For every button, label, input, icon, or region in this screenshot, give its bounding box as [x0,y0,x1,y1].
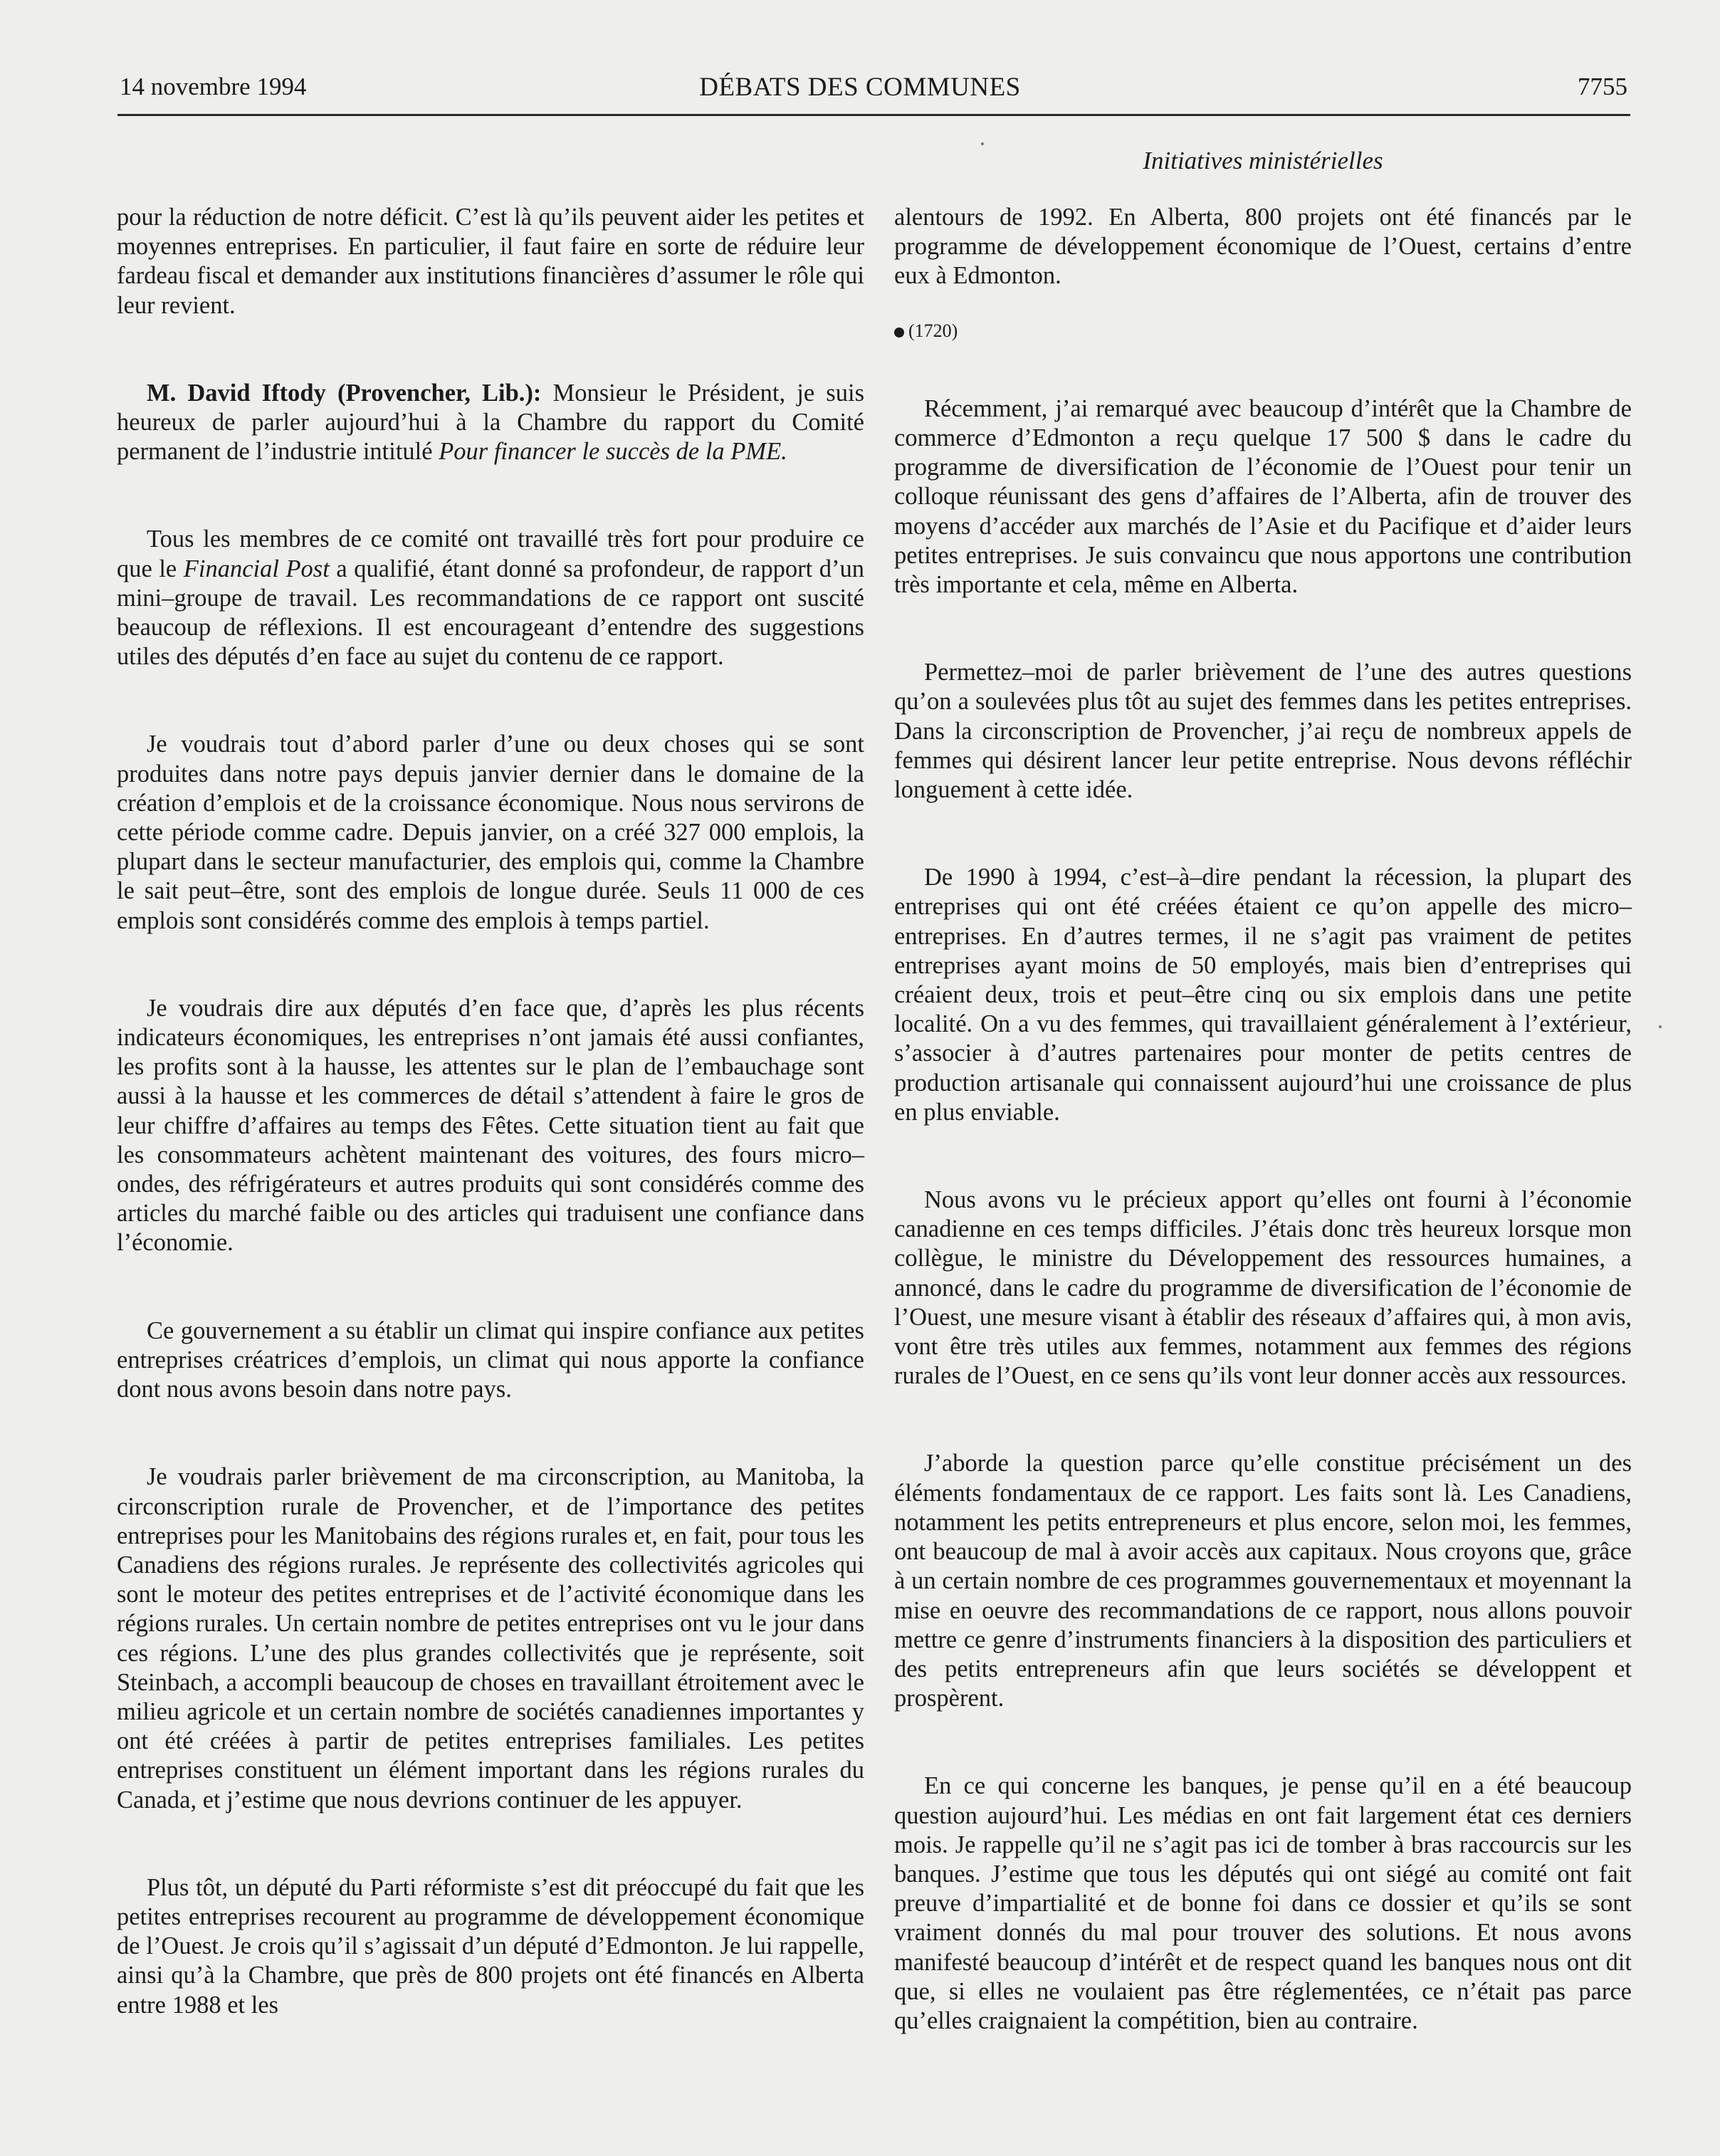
time-marker [894,320,1632,342]
publication-title: Financial Post [183,555,330,582]
time-marker-text: (1720) [908,320,958,341]
section-heading: Initiatives ministérielles [1143,147,1383,174]
paragraph: Nous avons vu le précieux apport qu’elles ont fourni à l’économie canadienne en ces temps difficiles. J’étais donc très heureux lorsque mon collègue, le ministre du Développement des ressources humaines, a annoncé, dans le cadre du programme de diversification de l’économie de l’Ouest, une mesure visant à établir des réseaux d’affaires qui, à mon avis, vont être très utiles aux femmes, notamment aux femmes des régions rurales de l’Ouest, en ce sens qu’ils vont leur donner accès aux ressources. [894,1186,1632,1390]
paragraph: alentours de 1992. En Alberta, 800 projets ont été financés par le programme de développement économique de l’Ouest, certains d’entre eux à Edmonton. [894,204,1632,290]
paragraph [117,525,864,671]
paragraph: Plus tôt, un député du Parti réformiste s’est dit préoccupé du fait que les petites entreprises recourent au programme de développement économique de l’Ouest. Je crois qu’il s’agissait d’un député d’Edmonton. Je lui rappelle, ainsi qu’à la Chambre, que près de 800 projets ont été financés en Alberta entre 1988 et les [117,1873,864,2019]
scan-speck [1659,1025,1662,1028]
paragraph: Je voudrais parler brièvement de ma circonscription, au Manitoba, la circonscription rurale de Provencher, et de l’importance des petites entreprises pour les Manitobains des régions rurales et, en fait, pour tous les Canadiens des régions rurales. Je représente des collectivités agricoles qui sont le moteur des petites entreprises et de l’activité économique dans les régions rurales. Un certain nombre de petites entreprises ont vu le jour dans ces régions. L’une des plus grandes collectivités que je représente, soit Steinbach, a accompli beaucoup de choses en travaillant étroitement avec le milieu agricole et un certain nombre de sociétés canadiennes importantes y ont été créées à partir de petites entreprises familiales. Les petites entreprises constituent un élément important dans les régions rurales du Canada, et j’estime que nous devrions continuer de les appuyer. [117,1463,864,1814]
paragraph: De 1990 à 1994, c’est–à–dire pendant la récession, la plupart des entreprises qui ont été créées étaient ce qu’on appelle des micro–entreprises. En d’autres termes, il ne s’agit pas vraiment de petites entreprises ayant moins de 50 employés, mais bien d’entreprises qui créaient deux, trois et peut–être cinq ou six emplois dans une petite localité. On a vu des femmes, qui travaillaient généralement à l’extérieur, s’associer à d’autres partenaires pour monter de petits centres de production artisanale qui connaissent aujourd’hui une croissance de plus en plus enviable. [894,864,1632,1126]
header-title: DÉBATS DES COMMUNES [699,73,1021,102]
paragraph: J’aborde la question parce qu’elle constitue précisément un des éléments fondamentaux de ce rapport. Les faits sont là. Les Canadiens, notamment les petits entrepreneurs et plus encore, selon moi, les femmes, ont beaucoup de mal à avoir accès aux capitaux. Nous croyons que, grâce à un certain nombre de ces programmes gouvernementaux et moyennant la mise en oeuvre des recommandations de ce rapport, nous allons pouvoir mettre ce genre d’instruments financiers à la disposition des particuliers et des petits entrepreneurs afin que leurs sociétés se développent et prospèrent. [894,1450,1632,1712]
bullet-icon [894,328,904,337]
speaker-paragraph [117,379,864,467]
paragraph: En ce qui concerne les banques, je pense qu’il en a été beaucoup question aujourd’hui. Les médias en ont fait largement état ces derniers mois. Je rappelle qu’il ne s’agit pas ici de tomber à bras raccourcis sur les banques. J’estime que tous les députés qui ont siégé au comité ont fait preuve d’impartialité et de bonne foi dans ce dossier et qu’ils se sont vraiment donnés du mal pour trouver des solutions. Et nous avons manifesté beaucoup d’intérêt et de respect quand les banques nous ont dit que, si elles ne voulaient pas être réglementées, ce n’était pas parce qu’elles craignaient la compétition, bien au contraire. [894,1772,1632,2034]
paragraph: Récemment, j’ai remarqué avec beaucoup d’intérêt que la Chambre de commerce d’Edmonton a reçu quelque 17 500 $ dans le cadre du programme de diversification de l’économie de l’Ouest pour tenir un colloque réunissant des gens d’affaires de l’Alberta, afin de trouver des moyens d’accéder aux marchés de l’Asie et du Pacifique et d’aider leurs petites entreprises. Je suis convaincu que nous apportons une contribution très importante et cela, même en Alberta. [894,394,1632,599]
report-title: Pour financer le succès de la PME. [439,438,787,466]
scan-speck [981,142,984,145]
paragraph: Je voudrais tout d’abord parler d’une ou deux choses qui se sont produites dans notre pays depuis janvier dernier dans le domaine de la création d’emplois et de la croissance économique. Nous nous servirons de cette période comme cadre. Depuis janvier, on a créé 327 000 emplois, la plupart dans le secteur manufacturier, des emplois qui, comme la Chambre le sait peut–être, sont des emplois de longue durée. Seuls 11 000 de ces emplois sont considérés comme des emplois à temps partiel. [117,731,864,934]
paragraph: Permettez–moi de parler brièvement de l’une des autres questions qu’on a soulevées plus tôt au sujet des femmes dans les petites entreprises. Dans la circonscription de Provencher, j’ai reçu de nombreux appels de femmes qui désirent lancer leur petite entreprise. Nous devons réfléchir longuement à cette idée. [894,659,1632,804]
paragraph: Je voudrais dire aux députés d’en face que, d’après les plus récents indicateurs économiques, les entreprises n’ont jamais été aussi confiantes, les profits sont à la hausse, les attentes sur le plan de l’embauchage sont aussi à la hausse et les commerces de détail s’attendent à faire le gros de leur chiffre d’affaires au temps des Fêtes. Cette situation tient au fait que les consommateurs achètent maintenant des voitures, des fours micro–ondes, des réfrigérateurs et autres produits qui sont considérés comme des articles du marché faible ou des articles qui traduisent une confiance dans l’économie. [117,994,864,1257]
left-column [117,203,864,2049]
right-column [894,203,1632,2065]
speaker-name: M. David Iftody (Provencher, Lib.): [147,379,542,407]
paragraph-text: Tous les membres de ce comité ont travaillé très fort pour produire ce que le [117,525,864,582]
paragraph-text: Monsieur le Président, je suis heureux de parler aujourd’hui à la Chambre du rapport du Comité permanent de l’industrie intitulé [117,379,864,466]
paragraph: pour la réduction de notre déficit. C’est là qu’ils peuvent aider les petites et moyennes entreprises. En particulier, il faut faire en sorte de réduire leur fardeau fiscal et demander aux institutions financières d’assumer le rôle qui leur revient. [117,204,864,319]
header-date: 14 novembre 1994 [120,73,307,100]
page-number: 7755 [1578,73,1627,100]
paragraph-text: a qualifié, étant donné sa profondeur, de rapport d’un mini–groupe de travail. Les recommandations de ce rapport ont suscité beaucoup de réflexions. Il est encourageant d’entendre des suggestions utiles des députés d’en face au sujet du contenu de ce rapport. [117,555,864,671]
paragraph: Ce gouvernement a su établir un climat qui inspire confiance aux petites entreprises créatrices d’emplois, un climat qui nous apporte la confiance dont nous avons besoin dans notre pays. [117,1317,864,1403]
header-rule [117,114,1630,116]
